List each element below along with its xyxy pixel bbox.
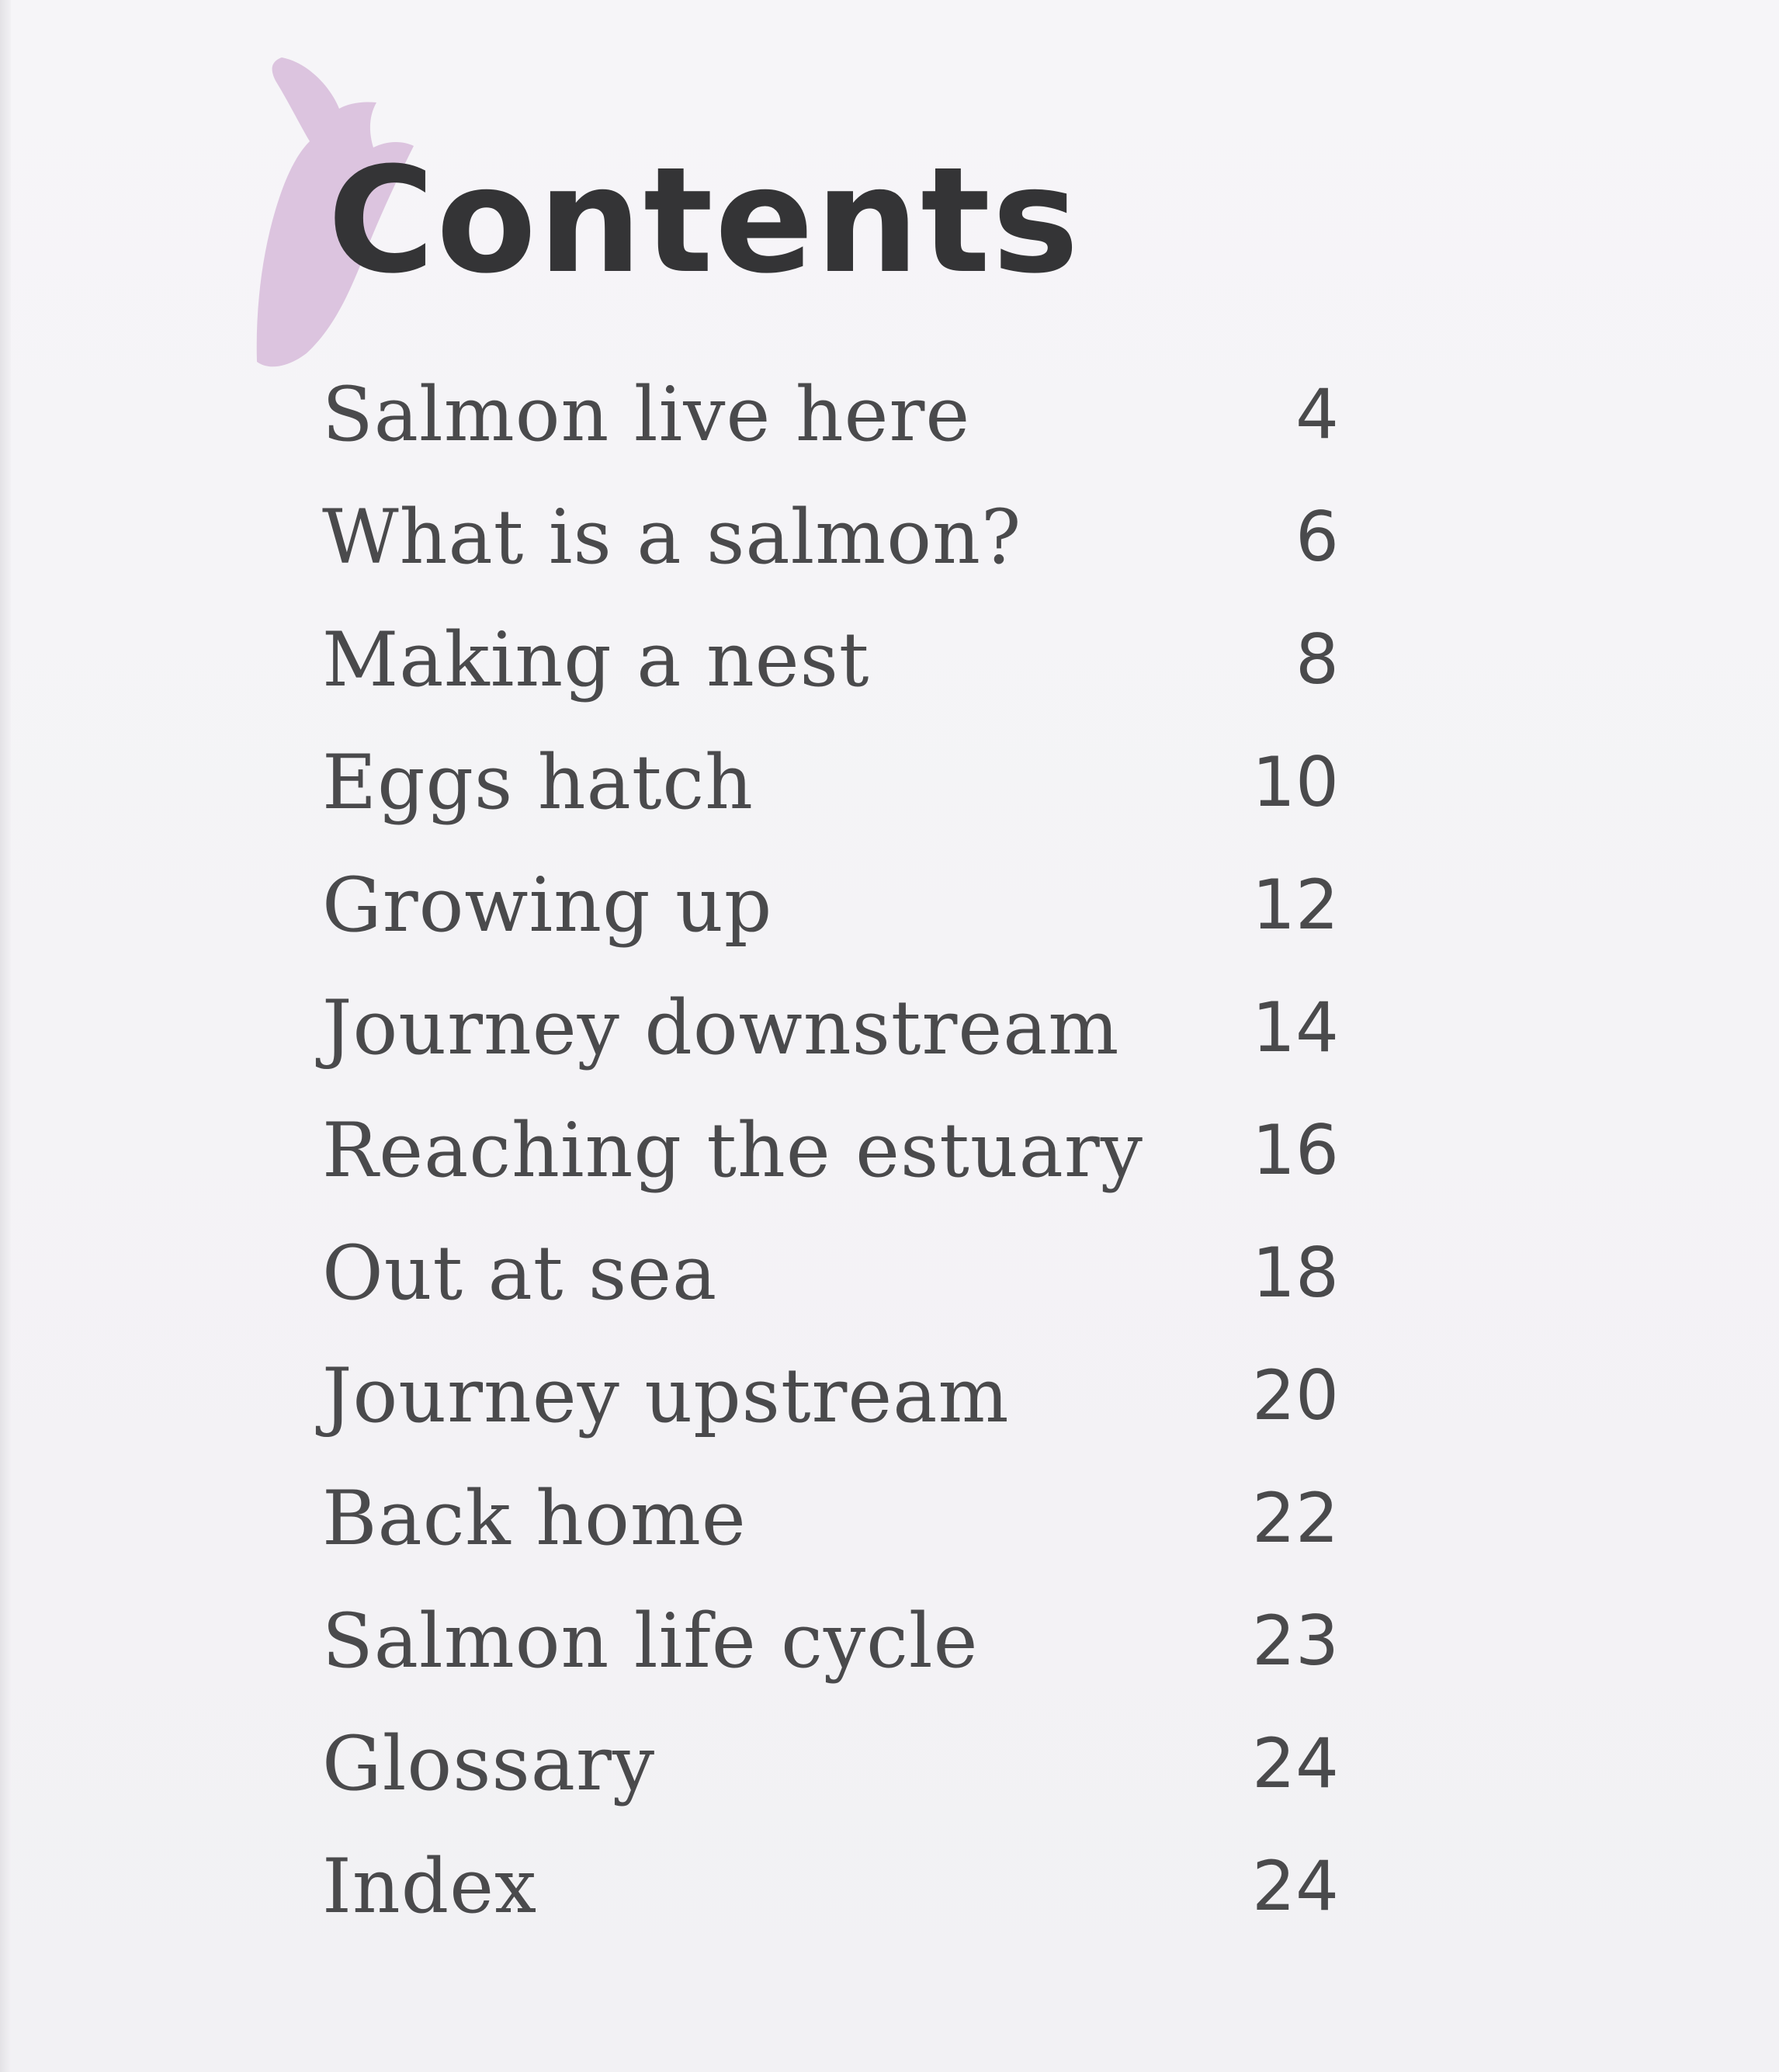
toc-entry-label: Reaching the estuary [322,1107,1143,1194]
toc-entry-page-number: 20 [1252,1355,1339,1435]
toc-entry[interactable] [322,1212,1347,1334]
toc-entry[interactable] [322,1457,1347,1580]
toc-entry[interactable] [322,1825,1347,1948]
toc-entry-label: Journey upstream [322,1352,1010,1439]
toc-entry-label: Growing up [322,862,773,949]
toc-entry-page-number: 23 [1252,1601,1339,1681]
toc-entry-page-number: 14 [1252,987,1339,1067]
toc-entry[interactable] [322,1580,1347,1702]
toc-entry-page-number: 10 [1252,742,1339,822]
toc-entry-label: What is a salmon? [322,494,1022,581]
toc-entry-page-number: 4 [1295,374,1339,454]
toc-entry[interactable] [322,844,1347,967]
toc-entry[interactable] [322,721,1347,844]
toc-entry[interactable] [322,1334,1347,1457]
toc-entry-label: Glossary [322,1720,656,1807]
toc-entry-page-number: 24 [1252,1723,1339,1803]
toc-entry[interactable] [322,967,1347,1089]
page-edge-shadow [0,0,11,2072]
toc-entry-label: Eggs hatch [322,739,754,826]
toc-entry-page-number: 6 [1295,497,1339,577]
toc-entry-label: Salmon live here [322,371,971,458]
toc-entry-label: Making a nest [322,616,870,703]
toc-entry-page-number: 12 [1252,865,1339,945]
toc-entry-label: Salmon life cycle [322,1598,979,1685]
toc-entry[interactable] [322,1089,1347,1212]
toc-entry-label: Back home [322,1475,747,1562]
toc-entry[interactable] [322,599,1347,721]
toc-entry-page-number: 8 [1295,620,1339,699]
toc-entry[interactable] [322,1702,1347,1825]
toc-entry-page-number: 18 [1252,1233,1339,1313]
page-title: Contents [328,136,1080,306]
toc-entry-page-number: 24 [1252,1846,1339,1926]
toc-entry[interactable] [322,476,1347,599]
table-of-contents [322,353,1347,1948]
toc-entry[interactable] [322,353,1347,476]
toc-entry-page-number: 22 [1252,1478,1339,1558]
toc-entry-label: Out at sea [322,1230,718,1317]
toc-entry-page-number: 16 [1252,1110,1339,1190]
toc-entry-label: Index [322,1843,538,1930]
toc-entry-label: Journey downstream [322,984,1120,1071]
